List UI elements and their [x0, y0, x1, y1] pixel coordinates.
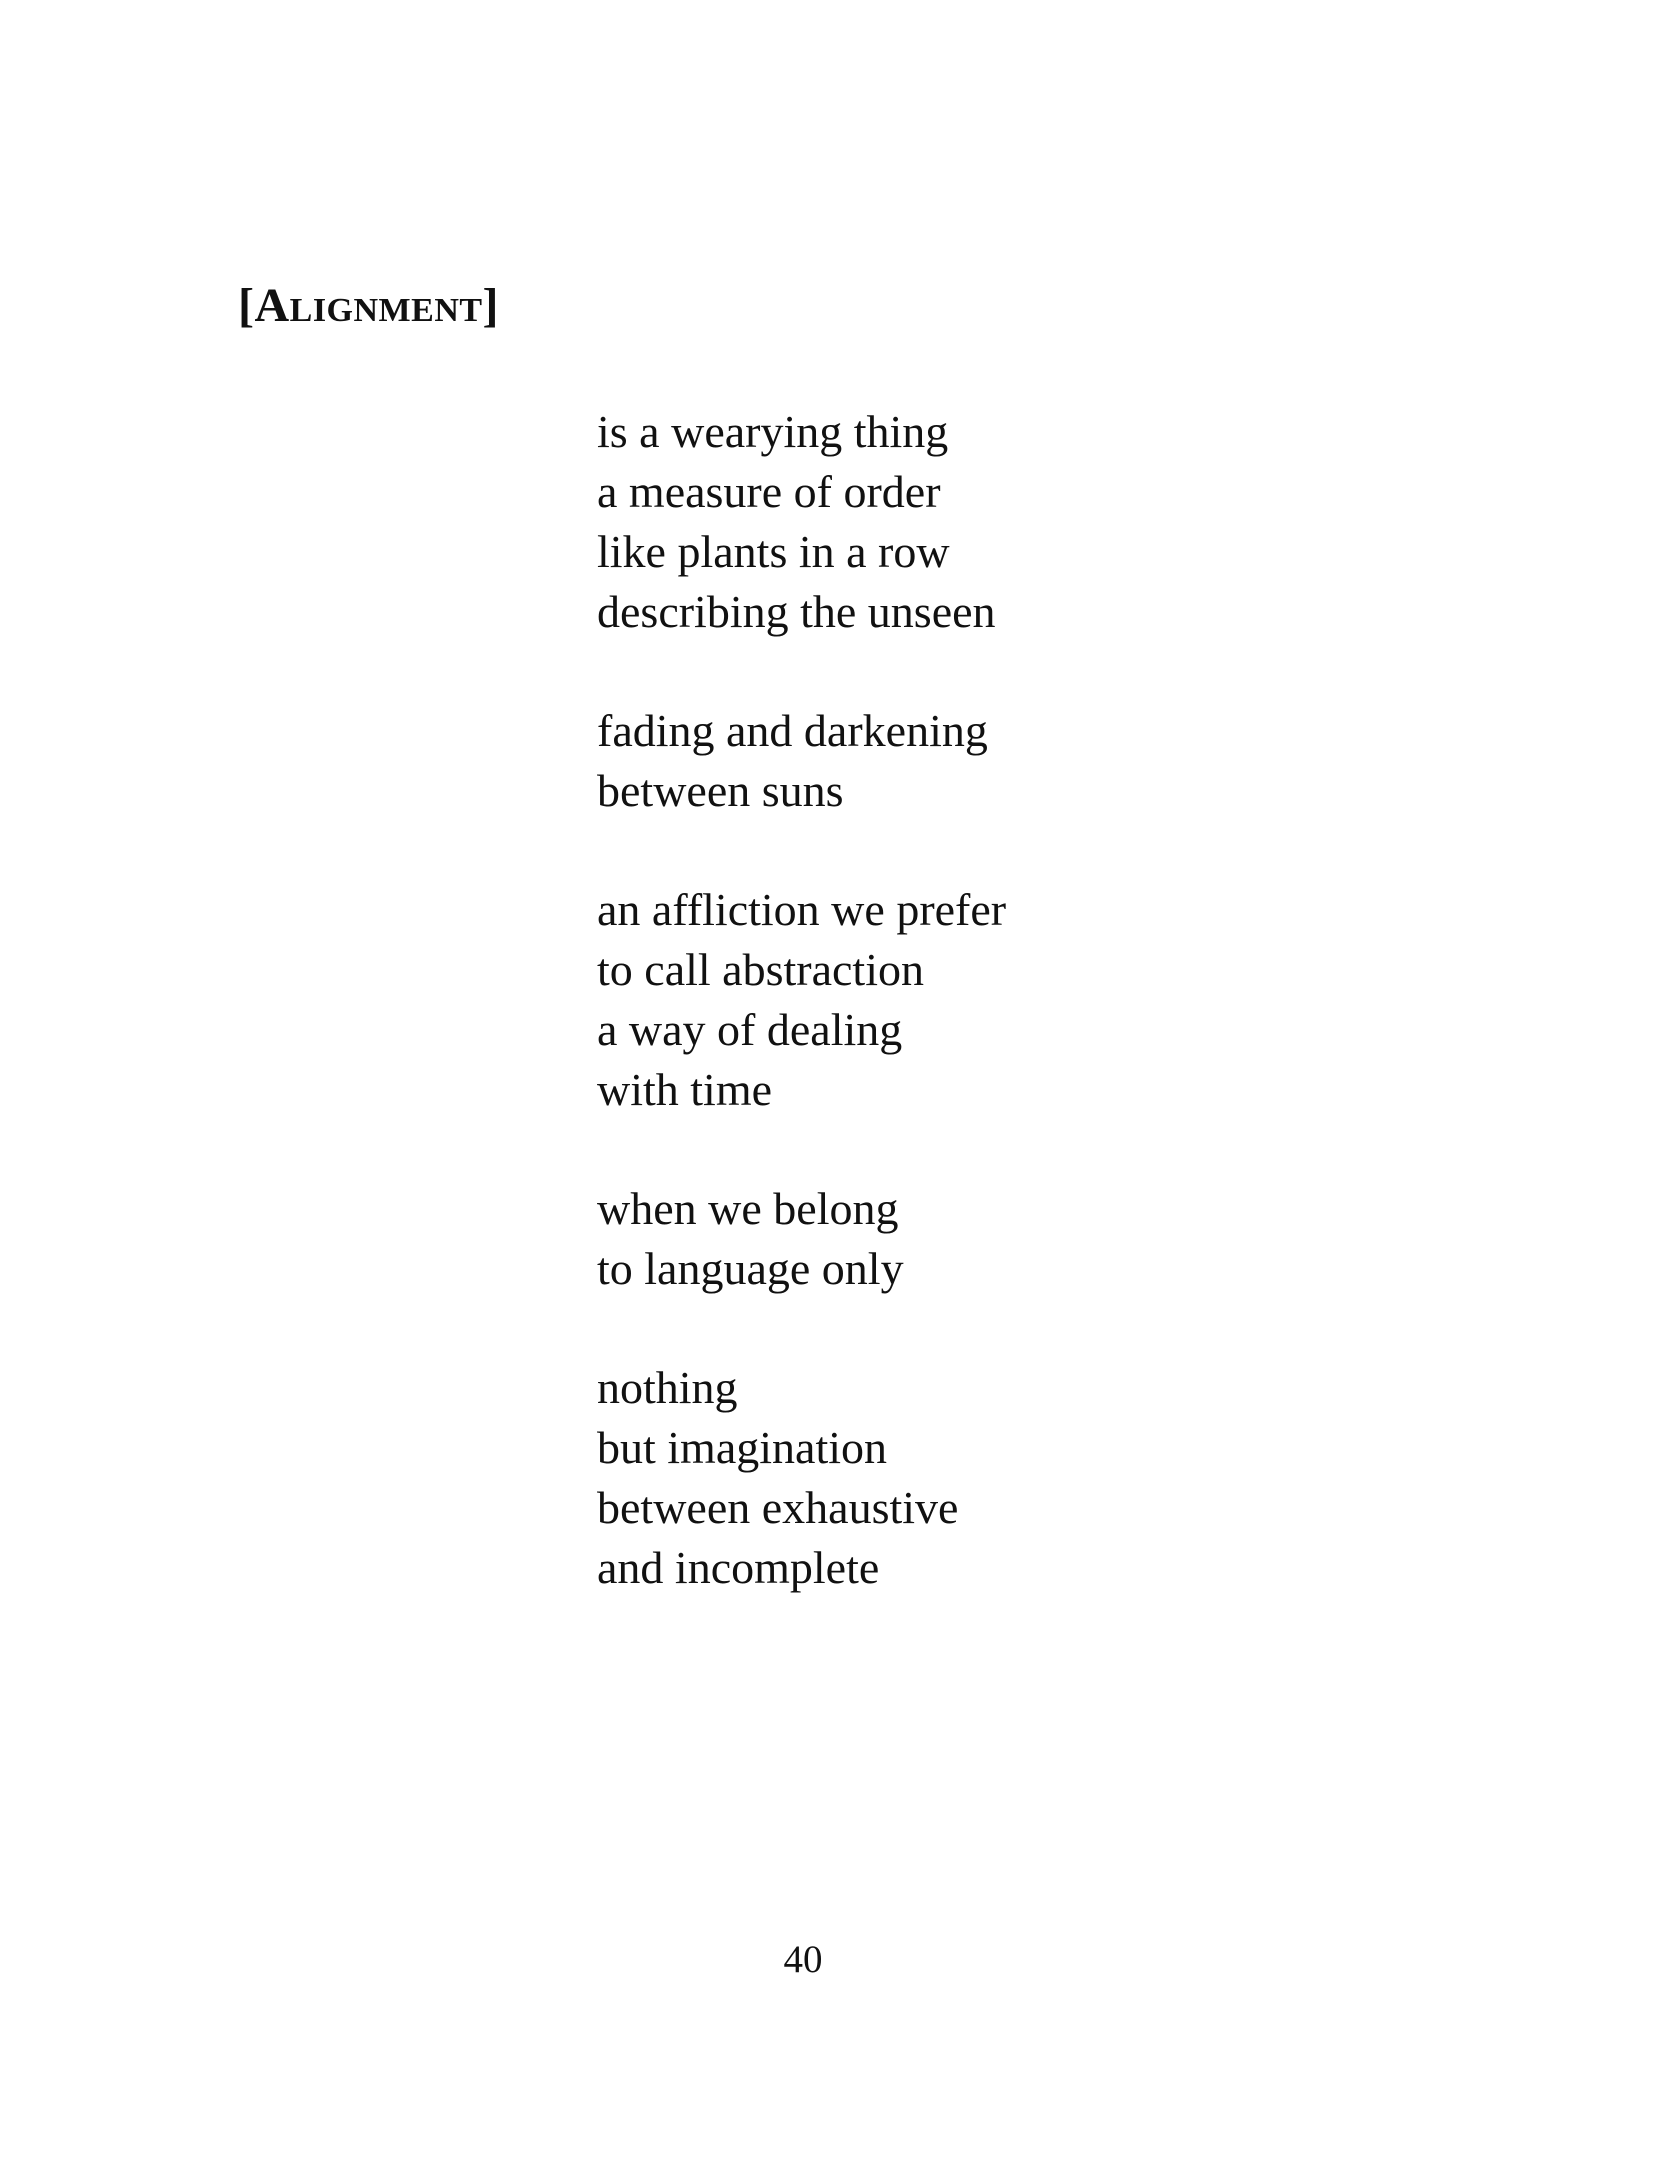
poem-line: nothing — [597, 1362, 738, 1413]
poem-line: and incomplete — [597, 1542, 880, 1593]
poem-line: like plants in a row — [597, 526, 950, 577]
stanza-1 — [597, 402, 1006, 642]
poem-line: a measure of order — [597, 466, 941, 517]
stanza-2 — [597, 701, 1006, 821]
poem-line: but imagination — [597, 1422, 888, 1473]
poem-body — [597, 402, 1006, 1657]
poem-line: to language only — [597, 1243, 904, 1294]
poem-line: to call abstraction — [597, 944, 924, 995]
stanza-5 — [597, 1358, 1006, 1598]
poem-line: a way of dealing — [597, 1004, 903, 1055]
poem-line: when we belong — [597, 1183, 899, 1234]
poem-title: [Alignment] — [238, 279, 500, 332]
poem-line: with time — [597, 1064, 773, 1115]
stanza-3 — [597, 880, 1006, 1120]
poem-line: is a wearying thing — [597, 406, 949, 457]
poem-line: between suns — [597, 765, 844, 816]
poem-line: between exhaustive — [597, 1482, 959, 1533]
page-number: 40 — [783, 1938, 823, 1981]
poem-line: describing the unseen — [597, 586, 996, 637]
poem-line: an affliction we prefer — [597, 884, 1007, 935]
poem-line: fading and darkening — [597, 705, 988, 756]
stanza-4 — [597, 1179, 1006, 1299]
